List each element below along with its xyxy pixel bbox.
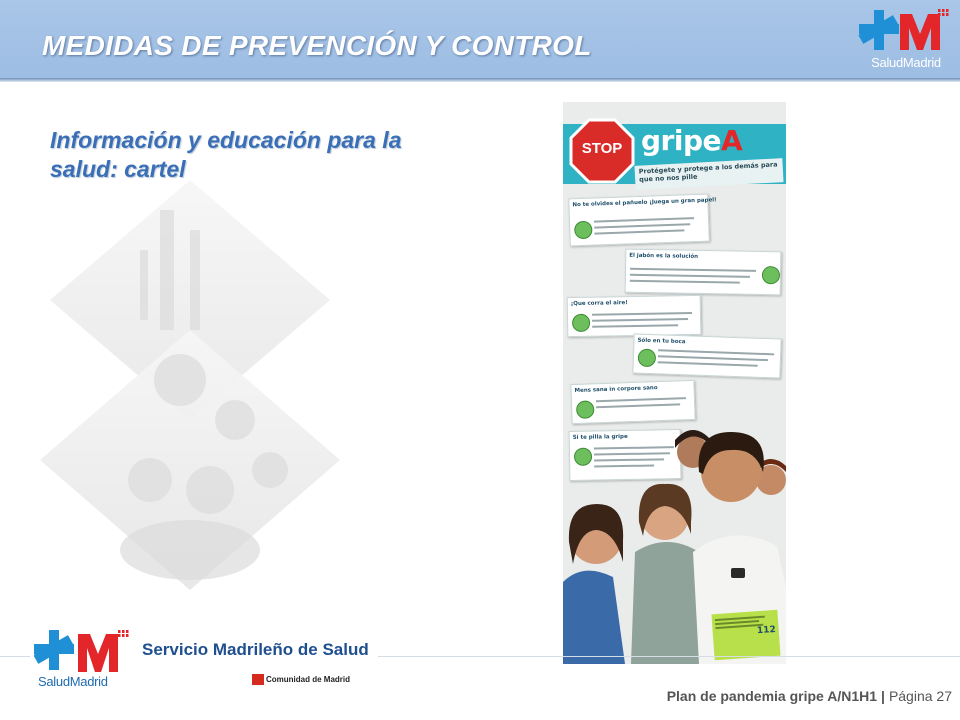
tip-text-line bbox=[630, 268, 756, 272]
tip-text-line bbox=[592, 312, 692, 316]
comunidad-madrid-icon bbox=[252, 674, 264, 685]
tip-title: El jabón es la solución bbox=[629, 252, 699, 260]
tip-text-line bbox=[596, 403, 680, 408]
tip-title: No te olvides el pañuelo ¡Juega un gran papel! bbox=[572, 197, 717, 209]
tip-text-line bbox=[658, 361, 758, 366]
poster-tip-note bbox=[568, 194, 717, 247]
tip-title: Si te pilla la gripe bbox=[572, 433, 628, 441]
gripe-a-brand bbox=[641, 124, 742, 157]
page-number: Página 27 bbox=[888, 688, 952, 704]
servicio-madrileno-logo bbox=[30, 624, 378, 690]
tissue-icon bbox=[574, 221, 593, 240]
mouth-icon bbox=[638, 349, 657, 368]
section-subtitle: Información y educación para la salud: cartel bbox=[50, 127, 402, 182]
tip-text-line bbox=[658, 355, 768, 361]
tip-text-line bbox=[594, 223, 690, 228]
footer-page-info bbox=[667, 688, 952, 704]
gripe-prefix: gripe bbox=[641, 124, 721, 157]
tip-text-line bbox=[592, 324, 678, 328]
salud-madrid-star-icon bbox=[34, 626, 134, 676]
comunidad-madrid-text: Comunidad de Madrid bbox=[266, 675, 350, 684]
footer-separator: | bbox=[881, 688, 885, 704]
tip-text-line bbox=[596, 397, 686, 402]
salud-madrid-logo-text: SaludMadrid bbox=[871, 55, 941, 70]
plan-name: Plan de pandemia gripe A/N1H1 bbox=[666, 688, 878, 704]
slide-title: MEDIDAS DE PREVENCIÓN Y CONTROL bbox=[42, 30, 592, 61]
tip-text-line bbox=[592, 318, 688, 322]
window-icon bbox=[572, 314, 590, 332]
soap-icon bbox=[762, 266, 780, 284]
salud-madrid-logo bbox=[858, 6, 954, 72]
tip-title: Sólo en tu boca bbox=[637, 337, 686, 346]
tip-title: Mens sana in corpore sano bbox=[574, 385, 658, 395]
salud-madrid-star-icon bbox=[858, 6, 954, 58]
stop-label: STOP bbox=[581, 140, 623, 157]
tip-title: ¡Que corra el aire! bbox=[570, 300, 628, 308]
poster-info-box bbox=[711, 610, 780, 660]
organization-name: Servicio Madrileño de Salud bbox=[142, 640, 369, 659]
tip-text-line bbox=[630, 274, 750, 278]
poster-tip-note bbox=[567, 295, 702, 337]
gripe-letter: A bbox=[720, 124, 743, 157]
salud-madrid-text: SaludMadrid bbox=[38, 674, 108, 689]
poster-tagline: Protégete y protege a los demás para que no nos pille bbox=[634, 158, 783, 190]
tip-text-line bbox=[630, 280, 740, 284]
tip-text-line bbox=[594, 217, 694, 222]
decorative-photo-diamonds bbox=[40, 180, 340, 600]
poster-tip-note bbox=[632, 333, 781, 378]
poster-tip-note bbox=[625, 249, 782, 296]
tip-text-line bbox=[594, 229, 684, 234]
header-divider bbox=[0, 78, 960, 82]
emergency-number: 112 bbox=[756, 624, 777, 637]
campaign-poster bbox=[563, 102, 786, 664]
tip-text-line bbox=[658, 349, 774, 355]
